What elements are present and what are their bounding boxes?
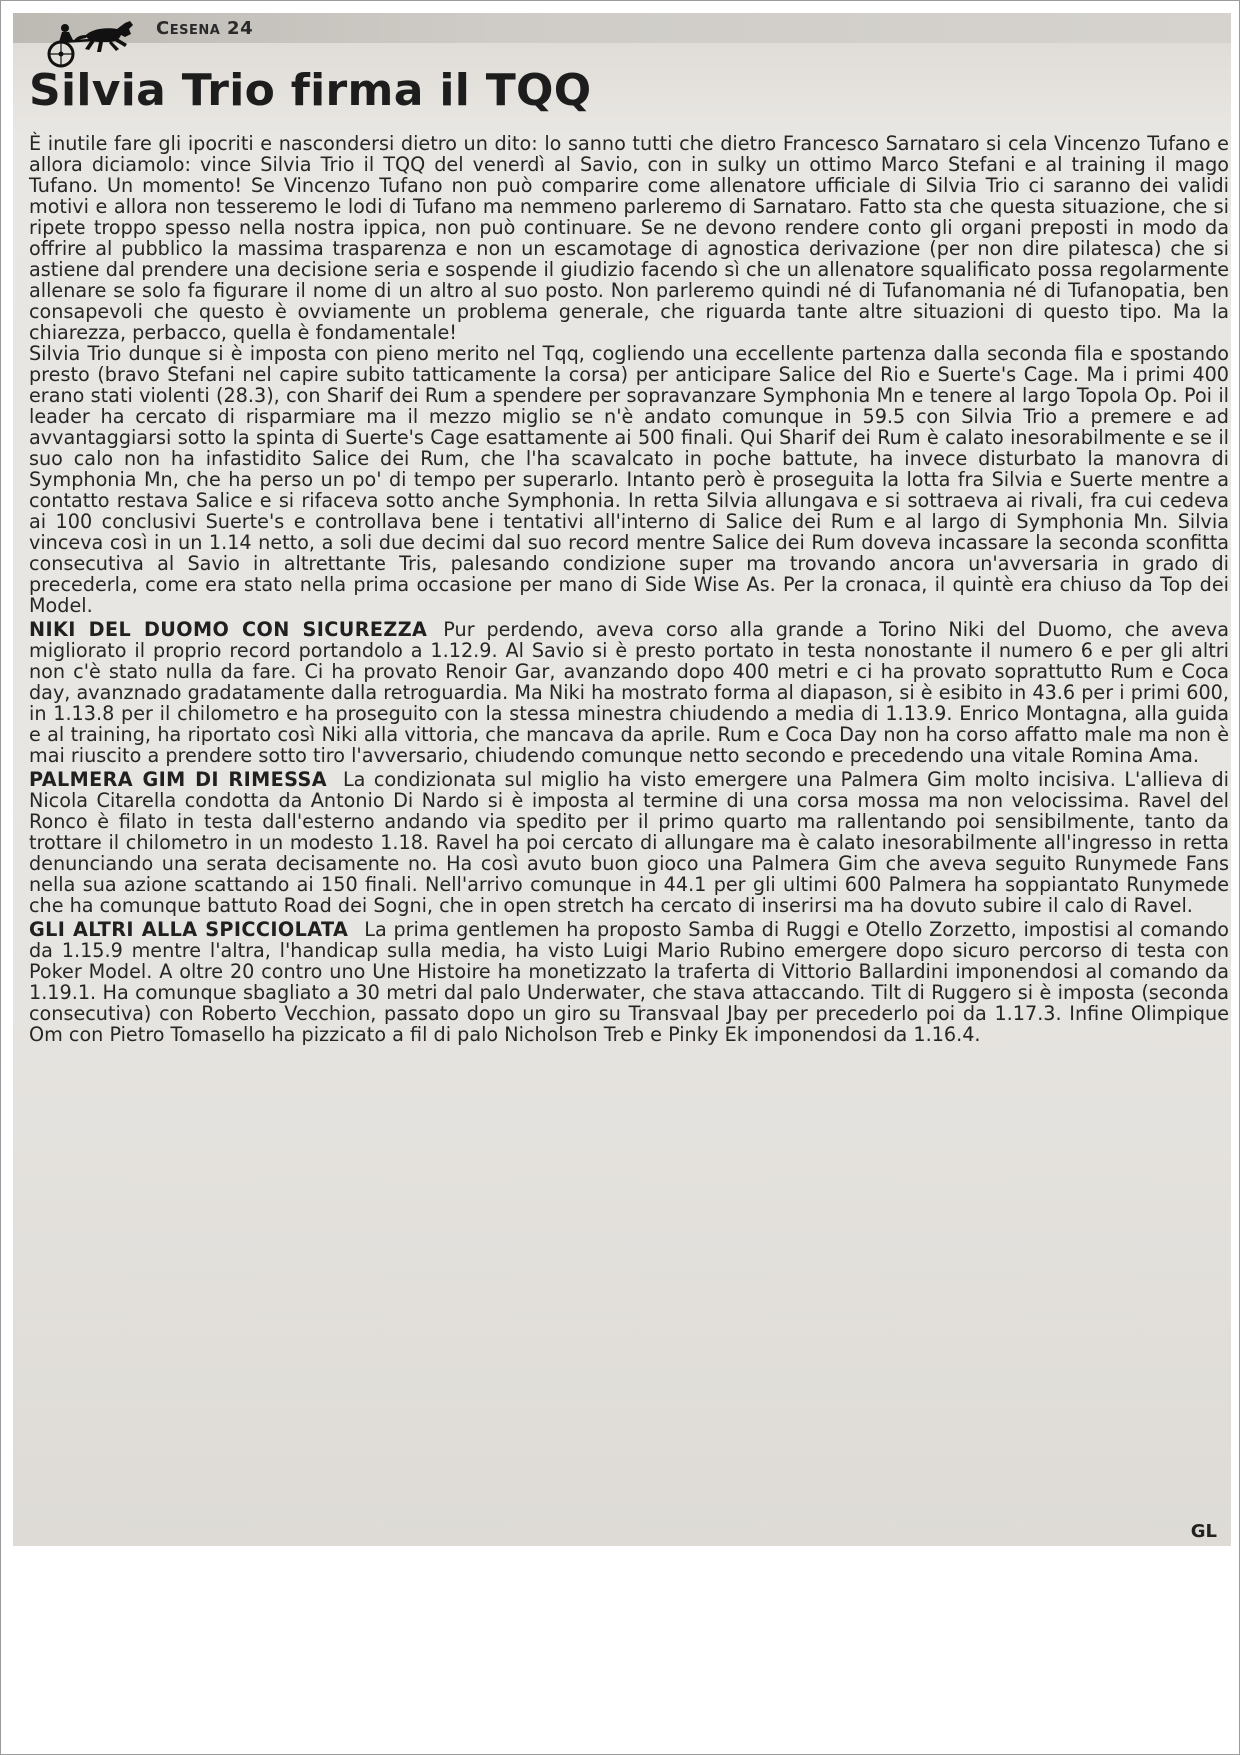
paragraph-text: È inutile fare gli ipocriti e nascondersi dietro un dito: lo sanno tutti che dietro Francesco Sarnataro si cela Vincenzo Tufano e allora diciamolo: vince Silvia Trio il TQQ del venerdì al Savio, con in sulky un ottimo Marco Stefani e al training il mago Tufano. Un momento! Se Vincenzo Tufano non può comparire come allenatore ufficiale di Silvia Trio ci saranno dei validi motivi e allora non tesseremo le lodi di Tufano ma nemmeno parleremo di Sarnataro. Fatto sta che questa situazione, che si ripete troppo spesso nella nostra ippica, non può continuare. Se ne devono rendere conto gli organi preposti in modo da offrire al pubblico la massima trasparenza e non un escamotage di agnostica derivazione (per non dire pilatesca) che si astiene dal prendere una decisione seria e sospende il giudizio facendo sì che un allenatore squalificato possa regolarmente allenare se solo fa figurare il nome di un altro al suo posto. Non parleremo quindi né di Tufanomania né di Tufanopatia, ben consapevoli che questo è ovviamente un problema generale, che riguarda tante altre situazioni di questo tipo. Ma la chiarezza, perbacco, quella è fondamentale!: [29, 132, 1229, 344]
paragraph-altri: [29, 919, 1229, 1045]
paragraph-palmera-gim: [29, 769, 1229, 916]
paragraph-text: La condizionata sul miglio ha visto emergere una Palmera Gim molto incisiva. L'allieva di Nicola Citarella condotta da Antonio Di Nardo si è imposta al termine di una corsa mossa ma non velocissima. Ravel del Ronco è filato in testa dall'esterno andando via spedito per il primo quarto ma rallentando poi sensibilmente, tanto da trottare il chilometro in un modesto 1.18. Ravel ha poi cercato di allungare ma è calato inesorabilmente all'ingresso in retta denunciando una serata decisamente no. Ha così avuto buon gioco una Palmera Gim che aveva seguito Runymede Fans nella sua azione scattando ai 150 finali. Nell'arrivo comunque in 44.1 per gli ultimi 600 Palmera ha soppiantato Runymede che ha comunque battuto Road dei Sogni, che in open stretch ha cercato di inserirsi ma ha dovuto subire il calo di Ravel.: [29, 768, 1229, 917]
subsection-kicker: NIKI DEL DUOMO CON SICUREZZA: [29, 618, 428, 641]
section-label: Cesena 24: [156, 18, 254, 39]
paragraph-race-report: [29, 343, 1229, 616]
subsection-kicker: PALMERA GIM DI RIMESSA: [29, 768, 327, 791]
paragraph-text: Pur perdendo, aveva corso alla grande a Torino Niki del Duomo, che aveva migliorato il proprio record portandolo a 1.12.9. Al Savio si è presto portato in testa nonostante il numero 6 e per gli altri non c'è stato nulla da fare. Ci ha provato Renoir Gar, avanzando dopo 400 metri e ci ha provato soprattutto Rum e Coca day, avanznado gradatamente dalla retroguardia. Ma Niki ha mostrato forma al diapason, si è esibito in 43.6 per i primi 600, in 1.13.8 per il chilometro e ha proseguito con la stessa minestra chiudendo a media di 1.13.9. Enrico Montagna, alla guida e al training, ha riportato così Niki alla vittoria, che mancava da aprile. Rum e Coca Day non ha corso affatto male ma non è mai riuscito a prendere sotto tiro l'avversario, chiudendo comunque netto secondo e precedendo una vitale Romina Ama.: [29, 618, 1229, 767]
subsection-kicker: GLI ALTRI ALLA SPICCIOLATA: [29, 918, 349, 941]
harness-racing-sulky-icon: [29, 14, 149, 70]
author-signature: GL: [1190, 1521, 1217, 1542]
paragraph-niki-del-duomo: [29, 619, 1229, 766]
article-body: [29, 133, 1229, 1045]
article-headline: Silvia Trio firma il TQQ: [29, 65, 592, 116]
paragraph-intro: [29, 133, 1229, 343]
newspaper-clipping: [13, 13, 1231, 1546]
paragraph-text: Silvia Trio dunque si è imposta con pieno merito nel Tqq, cogliendo una eccellente partenza dalla seconda fila e spostando presto (bravo Stefani nel capire subito tatticamente la corsa) per anticipare Salice del Rio e Suerte's Cage. Ma i primi 400 erano stati violenti (28.3), con Sharif dei Rum a spendere per sopravanzare Symphonia Mn e tenere al largo Topola Op. Poi il leader ha cercato di risparmiare ma il mezzo miglio se n'è andato comunque in 59.5 con Silvia Trio a premere e ad avvantaggiarsi sotto la spinta di Suerte's Cage esattamente ai 500 finali. Qui Sharif dei Rum è calato inesorabilmente e se il suo calo non ha infastidito Salice dei Rum, che l'ha scavalcato in poche battute, ha invece disturbato la manovra di Symphonia Mn, che ha perso un po' di tempo per superarlo. Intanto però è proseguita la lotta fra Silvia e Suerte mentre a contatto restava Salice e si rifaceva sotto anche Symphonia. In retta Silvia allungava e si sottraeva ai rivali, fra cui cedeva ai 100 conclusivi Suerte's e controllava bene i tentativi all'interno di Salice dei Rum e al largo di Symphonia Mn. Silvia vinceva così in un 1.14 netto, a soli due decimi dal suo record mentre Salice dei Rum doveva incassare la seconda sconfitta consecutiva al Savio in altrettante Tris, palesando condizione super ma trovando ancora un'avversaria in grado di precederla, come era stato nella prima occasione per mano di Side Wise As. Per la cronaca, il quintè era chiuso da Top dei Model.: [29, 342, 1229, 617]
paragraph-text: La prima gentlemen ha proposto Samba di Ruggi e Otello Zorzetto, impostisi al comando da 1.15.9 mentre l'altra, l'handicap sulla media, ha visto Luigi Mario Rubino emergere dopo sicuro percorso di testa con Poker Model. A oltre 20 contro uno Une Histoire ha monetizzato la traferta di Vittorio Ballardini imponendosi al comando da 1.19.1. Ha comunque sbagliato a 30 metri dal palo Underwater, che stava attaccando. Tilt di Ruggero si è imposta (seconda consecutiva) con Roberto Vecchion, passato dopo un giro su Transvaal Jbay per precederlo poi da 1.17.3. Infine Olimpique Om con Pietro Tomasello ha pizzicato a fil di palo Nicholson Treb e Pinky Ek imponendosi da 1.16.4.: [29, 918, 1229, 1046]
